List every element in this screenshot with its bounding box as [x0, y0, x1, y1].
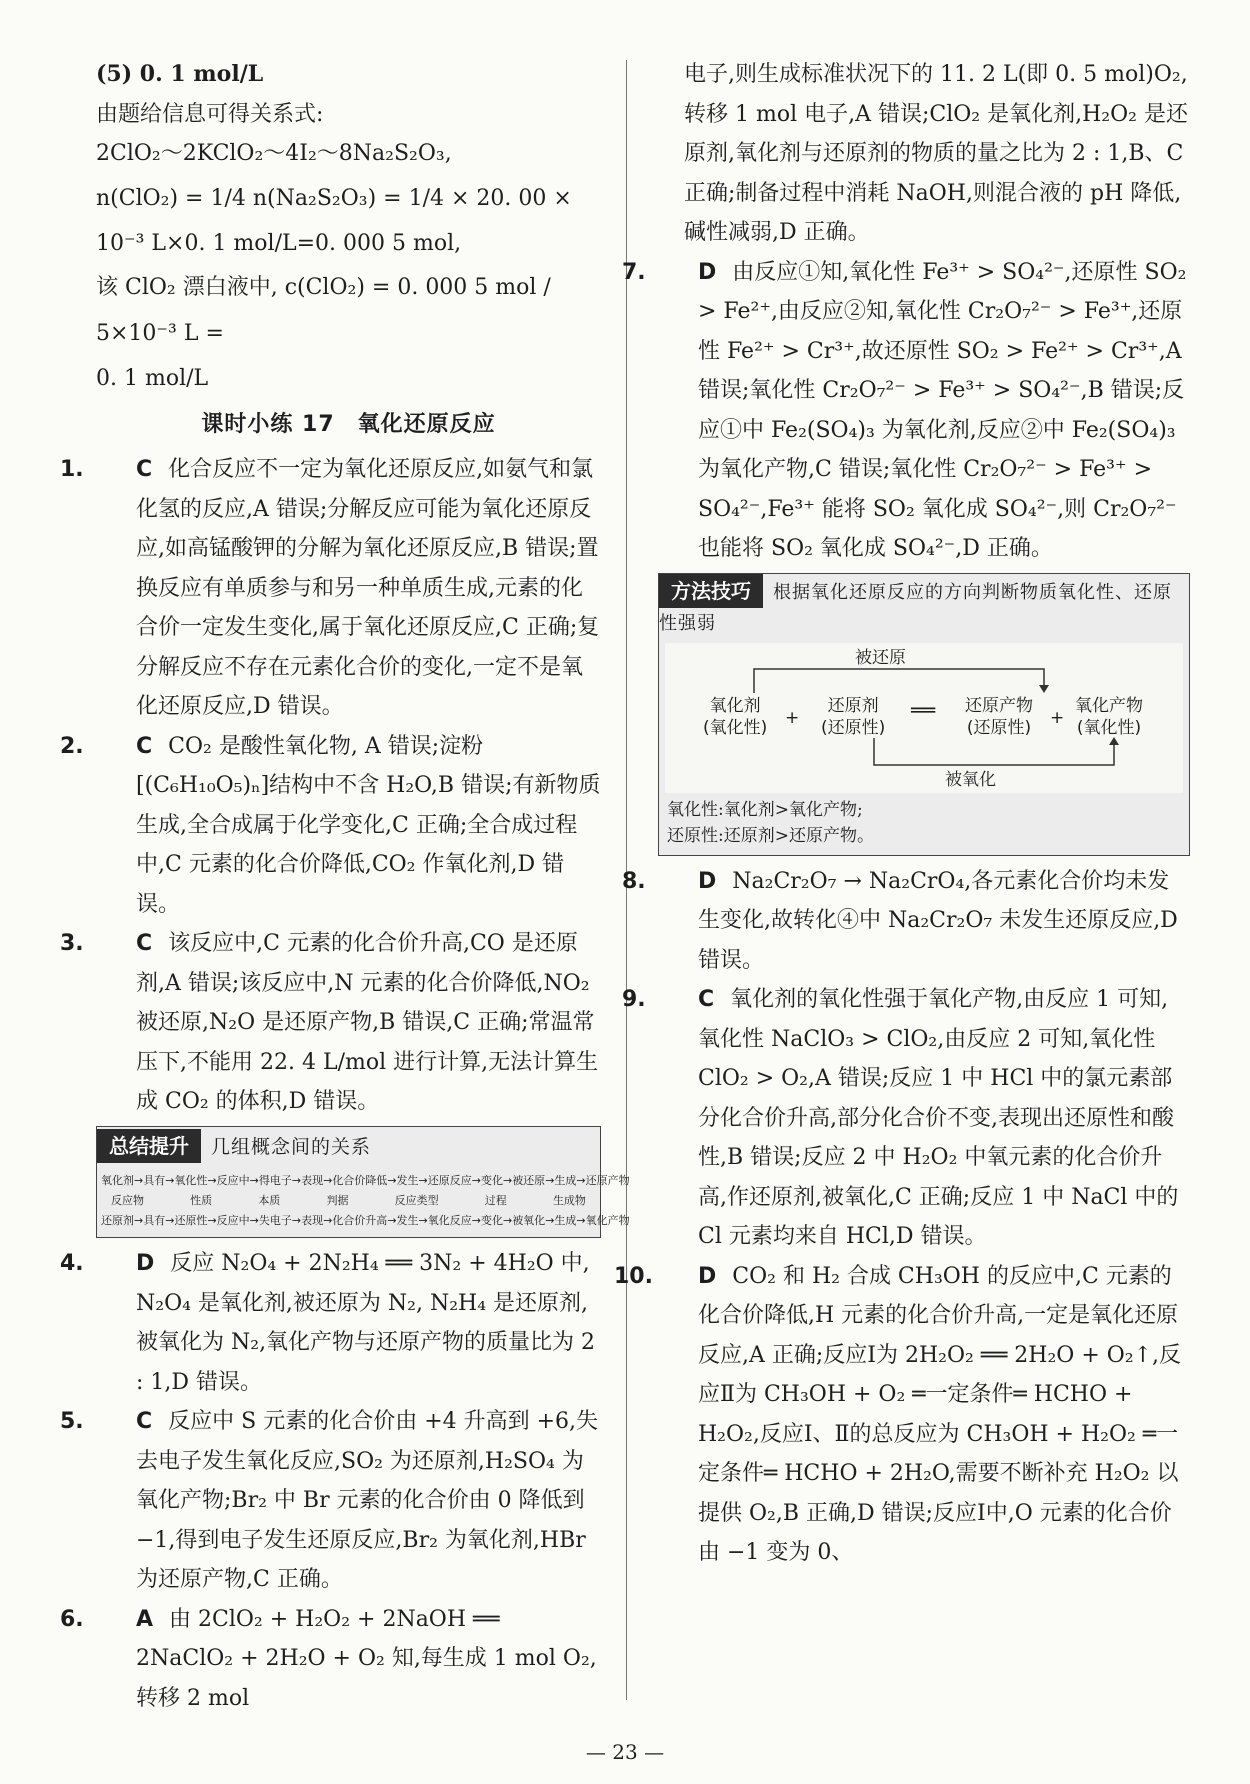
plus-sign: +: [785, 707, 800, 728]
concept-row-categories: [101, 1191, 596, 1211]
p5-line: 该 ClO₂ 漂白液中, c(ClO₂) = 0. 000 5 mol / 5×10⁻³ L =: [96, 275, 551, 346]
answer-letter: A: [136, 1606, 154, 1632]
question-number: 5.: [60, 1409, 84, 1434]
question-6: [60, 1600, 601, 1719]
explanation: Na₂Cr₂O₇ → Na₂CrO₄,各元素化合价均未发生变化,故转化④中 Na₂Cr₂O₇ 未发生还原反应,D 错误。: [698, 868, 1178, 973]
section-title: 课时小练 17 氧化还原反应: [201, 411, 496, 437]
concept-cell: 得电子: [258, 1174, 292, 1187]
conclusion-line: 氧化性:氧化剂>氧化产物;: [667, 799, 863, 820]
label-oxidized: 被氧化: [945, 769, 996, 790]
concept-cell: 氧化性: [174, 1174, 208, 1187]
explanation: 氧化剂的氧化性强于氧化产物,由反应 1 可知,氧化性 NaClO₃ > ClO₂,由反应 2 可知,氧化性 ClO₂ > O₂,A 错误;反应 1 中 HCl 中的氯元素部分化合价升高,部分化合价不变,表现出还原性和酸性,B 错误;反应 2 中 H₂O₂ 中氧元素的化合价升高,作还原剂,被氧化,C 正确;反应 1 中 NaCl 中的 Cl 元素均来自 HCl,D 错误。: [698, 987, 1179, 1249]
label-reduced: 被还原: [855, 647, 906, 668]
answer-letter: C: [136, 1409, 153, 1434]
explanation: 由 2ClO₂ + H₂O₂ + 2NaOH ══ 2NaClO₂ + 2H₂O + O₂ 知,每生成 1 mol O₂,转移 2 mol: [136, 1606, 597, 1711]
question-3: [60, 924, 601, 1122]
explanation: 由反应①知,氧化性 Fe³⁺ > SO₄²⁻,还原性 SO₂ > Fe²⁺,由反应②知,氧化性 Cr₂O₇²⁻ > Fe³⁺,还原性 Fe²⁺ > Cr³⁺,故还原性 SO₂ > Fe²⁺ > Cr³⁺,A 错误;氧化性 Cr₂O₇²⁻ > Fe³⁺ > SO₄²⁻,B 错误;反应①中 Fe₂(SO₄)₃ 为氧化剂,反应②中 Fe₂(SO₄)₃ 为氧化产物,C 错误;氧化性 Cr₂O₇²⁻ > Fe³⁺ > SO₄²⁻,Fe³⁺ 能将 SO₂ 氧化成 SO₄²⁻,则 Cr₂O₇²⁻ 也能将 SO₂ 氧化成 SO₄²⁻,D 正确。: [698, 259, 1187, 561]
p5-label: (5) 0. 1 mol/L: [96, 61, 264, 87]
explanation: CO₂ 和 H₂ 合成 CH₃OH 的反应中,C 元素的化合价降低,H 元素的化合价升高,一定是氧化还原反应,A 正确;反应Ⅰ为 2H₂O₂ ══ 2H₂O + O₂↑,反应Ⅱ为 CH₃OH + O₂ ═一定条件═ HCHO + H₂O₂,反应Ⅰ、Ⅱ的总反应为 CH₃OH + H₂O₂ ═一定条件═ HCHO + 2H₂O,需要不断补充 H₂O₂ 以提供 O₂,B 正确,D 错误;反应Ⅰ中,O 元素的化合价由 −1 变为 0、: [698, 1263, 1182, 1565]
concept-category: 性质: [190, 1194, 213, 1207]
question-9: [622, 980, 1190, 1257]
answer-letter: D: [698, 868, 717, 894]
answer-letter: C: [136, 931, 153, 956]
left-column: [60, 55, 630, 1718]
oxidation-product: [1075, 695, 1143, 739]
answer-letter: C: [136, 457, 153, 482]
reductant-label: 还原剂: [827, 695, 879, 716]
summary-box: [96, 1126, 630, 1239]
concept-cell: 氧化产物: [585, 1214, 630, 1227]
concept-cell: →变化→: [471, 1174, 513, 1187]
concept-category: 反应物: [111, 1194, 144, 1207]
method-title: 根据氧化还原反应的方向判断物质氧化性、还原性强弱: [659, 581, 1172, 634]
oxidant-label: 氧化剂: [709, 695, 761, 716]
explanation: 反应 N₂O₄ + 2N₂H₄ ══ 3N₂ + 4H₂O 中, N₂O₄ 是氧化剂,被还原为 N₂, N₂H₄ 是还原剂,被氧化为 N₂,氧化产物与还原产物的质量比为 2 : 1,D 错误。: [136, 1251, 596, 1395]
oxidant-property: (氧化性): [703, 717, 768, 738]
method-box: [658, 573, 1190, 856]
question-number: 6.: [60, 1606, 84, 1632]
concept-cell: 失电子: [258, 1214, 292, 1227]
answer-letter: D: [698, 259, 717, 285]
oxidation-product-property: (氧化性): [1076, 717, 1142, 738]
plus-sign: +: [1050, 707, 1065, 728]
summary-tag: 总结提升: [97, 1129, 201, 1163]
method-tag: 方法技巧: [659, 574, 763, 608]
oxidation-product-label: 氧化产物: [1075, 695, 1143, 716]
equals-sign: ══: [911, 697, 936, 722]
concept-category: 判据: [326, 1194, 349, 1207]
p5-line: 10⁻³ L×0. 1 mol/L=0. 000 5 mol,: [96, 230, 462, 256]
p5-line: 2ClO₂～2KClO₂～4I₂～8Na₂S₂O₃,: [96, 141, 452, 166]
concept-cell: →具有→: [134, 1174, 175, 1187]
reductant-property: (还原性): [821, 717, 886, 738]
redox-diagram: [665, 643, 1183, 793]
right-column: [614, 55, 1190, 1573]
concept-cell: 化合价升高: [332, 1214, 388, 1227]
explanation: 该反应中,C 元素的化合价升高,CO 是还原剂,A 错误;该反应中,N 元素的化合价降低,NO₂ 被还原,N₂O 是还原产物,B 错误,C 正确;常温常压下,不能用 22. 4 L/mol 进行计算,无法计算生成 CO₂ 的体积,D 错误。: [136, 931, 599, 1114]
p5-line: 由题给信息可得关系式:: [96, 101, 324, 127]
concept-cell: 化合价降低: [332, 1174, 388, 1187]
reduction-product-property: (还原性): [966, 717, 1032, 738]
reductant: [821, 695, 885, 739]
concept-cell: →表现→: [291, 1214, 333, 1227]
question-number: 4.: [60, 1251, 84, 1276]
answer-letter: C: [698, 987, 715, 1012]
p5-line: 0. 1 mol/L: [96, 366, 209, 391]
reduction-product: [965, 695, 1033, 739]
concept-cell: →反应中→: [207, 1174, 259, 1187]
question-4: [60, 1244, 601, 1402]
answer-letter: D: [136, 1251, 155, 1276]
question-10: [614, 1257, 1190, 1573]
question-2: [60, 727, 601, 925]
question-number: 3.: [60, 931, 84, 956]
explanation: 反应中 S 元素的化合价由 +4 升高到 +6,失去电子发生氧化反应,SO₂ 为还原剂,H₂SO₄ 为氧化产物;Br₂ 中 Br 元素的化合价由 0 降低到 −1,得到电子发生还原反应,Br₂ 为氧化剂,HBr 为还原产物,C 正确。: [136, 1409, 599, 1592]
summary-title: 几组概念间的关系: [211, 1135, 372, 1158]
question-number: 1.: [60, 457, 84, 482]
concept-cell: 还原反应: [427, 1174, 472, 1187]
concept-category: 生成物: [552, 1194, 586, 1207]
q6-continuation: 电子,则生成标准状况下的 11. 2 L(即 0. 5 mol)O₂,转移 1 mol 电子,A 错误;ClO₂ 是氧化剂,H₂O₂ 是还原剂,氧化剂与还原剂的物质的量之比为 2 : 1,B、C 正确;制备过程中消耗 NaOH,则混合液的 pH 降低,碱性减弱,D 正确。: [684, 62, 1188, 245]
concept-row-oxidant: [101, 1171, 630, 1191]
concept-cell: →生成→: [545, 1174, 586, 1187]
concept-cell: →发生→: [387, 1174, 428, 1187]
conclusion-line: 还原性:还原剂>还原产物。: [667, 825, 874, 846]
concept-cell: →表现→: [291, 1174, 333, 1187]
question-number: 8.: [622, 868, 646, 894]
method-conclusion: [659, 797, 1189, 855]
concept-cell: 还原性: [174, 1214, 208, 1227]
p5-line: n(ClO₂) = 1/4 n(Na₂S₂O₃) = 1/4 × 20. 00 ×: [96, 185, 572, 211]
concept-cell: 被还原: [512, 1174, 546, 1187]
question-8: [622, 862, 1190, 981]
concept-category: 反应类型: [394, 1194, 439, 1207]
concept-cell: →变化→: [471, 1214, 513, 1227]
explanation: CO₂ 是酸性氧化物, A 错误;淀粉[(C₆H₁₀O₅)ₙ]结构中不含 H₂O,B 错误;有新物质生成,全合成属于化学变化,C 正确;全合成过程中,C 元素的化合价降低,CO₂ 作氧化剂,D 错误。: [136, 733, 601, 917]
concept-category: 本质: [258, 1194, 281, 1207]
concept-cell: 氧化反应: [427, 1214, 472, 1227]
concept-category: 过程: [484, 1194, 507, 1207]
question-5: [60, 1402, 601, 1600]
page-number: — 23 —: [585, 1740, 665, 1764]
question-number: 7.: [622, 259, 646, 285]
question-number: 9.: [622, 987, 646, 1012]
answer-letter: D: [698, 1263, 717, 1289]
oxidant: [703, 695, 767, 739]
concept-cell: 还原剂: [101, 1214, 134, 1227]
explanation: 化合反应不一定为氧化还原反应,如氨气和氯化氢的反应,A 错误;分解反应可能为氧化还原反应,如高锰酸钾的分解为氧化还原反应,B 错误;置换反应有单质参与和另一种单质生成,元素的化合价一定发生变化,属于氧化还原反应,C 正确;复分解反应不存在元素化合价的变化,一定不是氧化还原反应,D 错误。: [136, 457, 600, 719]
concept-grid: [97, 1167, 630, 1237]
question-7: [622, 253, 1190, 569]
reduction-product-label: 还原产物: [965, 695, 1033, 716]
question-number: 10.: [614, 1263, 653, 1289]
concept-cell: →发生→: [387, 1214, 428, 1227]
question-number: 2.: [60, 733, 84, 759]
question-1: [60, 450, 601, 727]
concept-cell: →具有→: [134, 1214, 175, 1227]
concept-row-reductant: [101, 1211, 630, 1231]
concept-cell: →反应中→: [207, 1214, 259, 1227]
concept-cell: 氧化剂: [101, 1174, 134, 1187]
concept-cell: 还原产物: [585, 1174, 630, 1187]
concept-cell: →生成→: [545, 1214, 586, 1227]
concept-cell: 被氧化: [512, 1214, 546, 1227]
answer-letter: C: [136, 733, 153, 759]
